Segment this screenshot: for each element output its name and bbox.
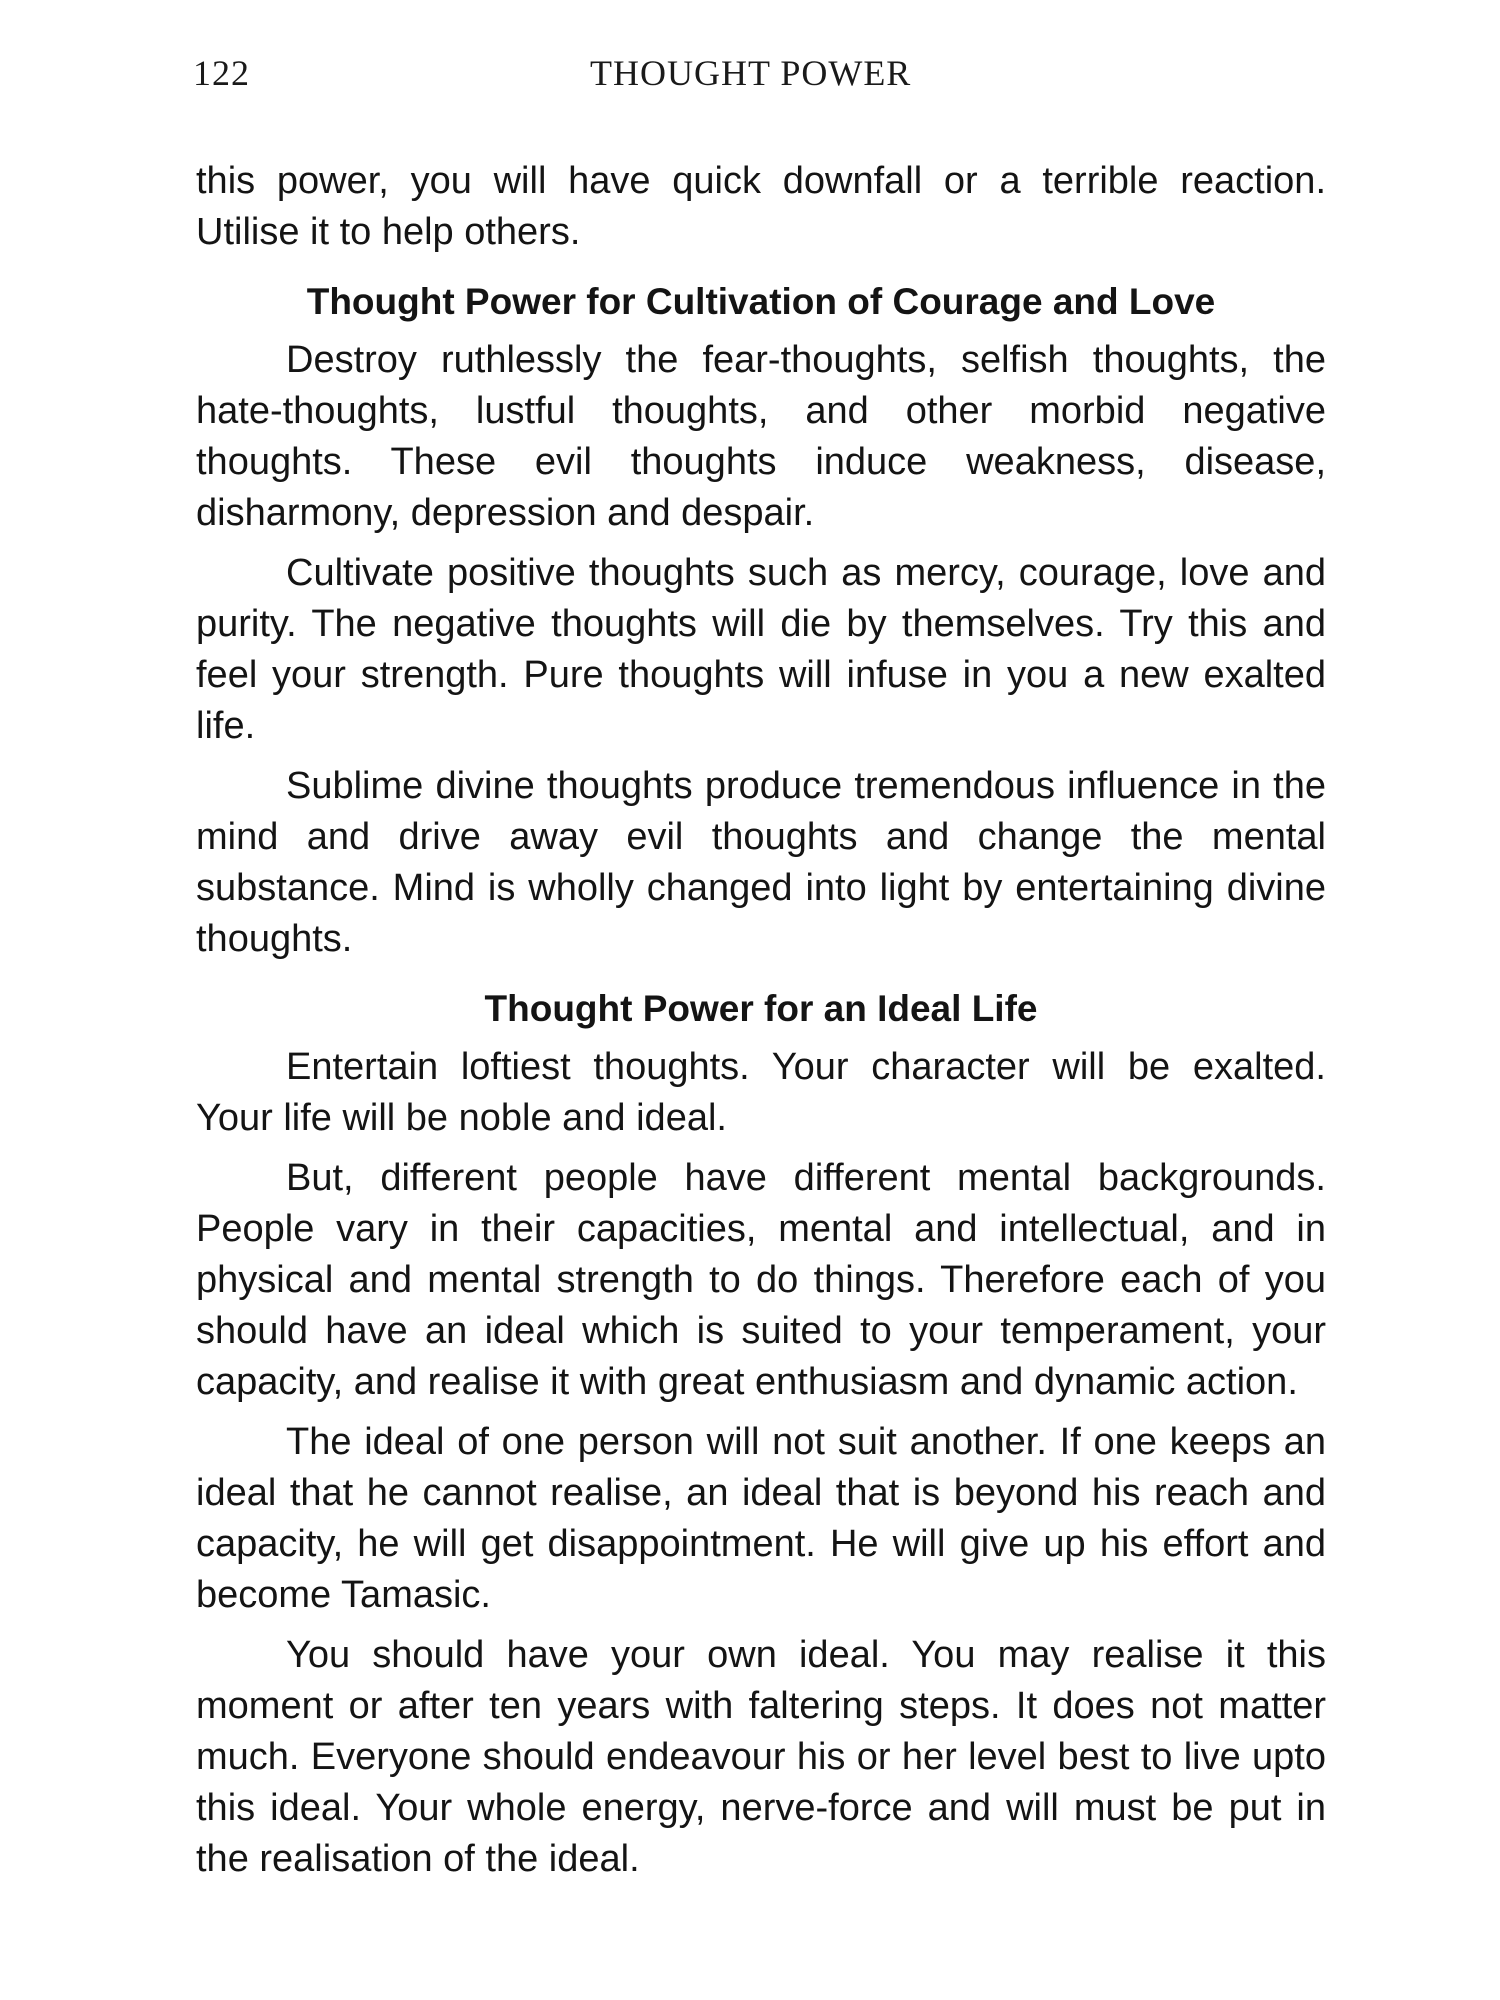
running-title: THOUGHT POWER bbox=[590, 53, 912, 93]
paragraph: Sublime divine thoughts produce tremendous influence in the mind and drive away evil thoughts and change the mental substance. Mind is wholly changed into light by entertaining divine thoughts. bbox=[196, 765, 1326, 960]
page-body bbox=[196, 156, 1326, 1894]
running-header bbox=[0, 52, 1500, 100]
section-heading-ideal-life: Thought Power for an Ideal Life bbox=[484, 988, 1038, 1029]
continued-paragraph: this power, you will have quick downfall or a terrible reaction. Utilise it to help others. bbox=[196, 160, 1326, 253]
section-heading-courage-and-love: Thought Power for Cultivation of Courage and Love bbox=[306, 281, 1216, 322]
paragraph: Entertain loftiest thoughts. Your character will be exalted. Your life will be noble and ideal. bbox=[196, 1046, 1326, 1139]
paragraph: You should have your own ideal. You may realise it this moment or after ten years with faltering steps. It does not matter much. Everyone should endeavour his or her level best to live upto this ideal. Your whole energy, nerve-force and will must be put in the realisation of the ideal. bbox=[196, 1634, 1326, 1880]
page-number: 122 bbox=[193, 53, 250, 93]
paragraph: But, different people have different mental backgrounds. People vary in their capacities, mental and intellectual, and in physical and mental strength to do things. Therefore each of you should have an ideal which is suited to your temperament, your capacity, and realise it with great enthusiasm and dynamic action. bbox=[196, 1157, 1326, 1403]
paragraph: Cultivate positive thoughts such as mercy, courage, love and purity. The negative thoughts will die by themselves. Try this and feel your strength. Pure thoughts will infuse in you a new exalted life. bbox=[196, 552, 1326, 747]
paragraph: The ideal of one person will not suit another. If one keeps an ideal that he cannot realise, an ideal that is beyond his reach and capacity, he will get disappointment. He will give up his effort and become Tamasic. bbox=[196, 1421, 1326, 1616]
paragraph: Destroy ruthlessly the fear-thoughts, selfish thoughts, the hate-thoughts, lustful thoughts, and other morbid negative thoughts. These evil thoughts induce weakness, disease, disharmony, depression and despair. bbox=[196, 339, 1326, 534]
